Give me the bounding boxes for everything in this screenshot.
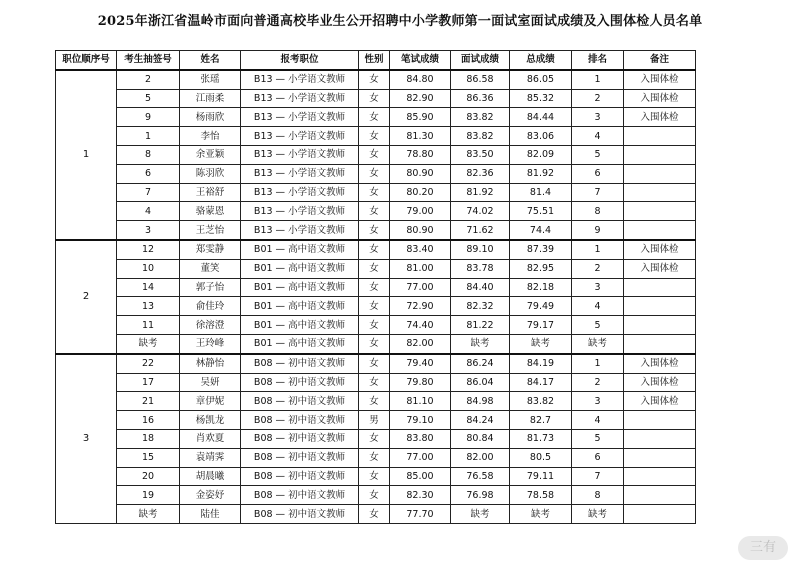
table-cell: 81.4 <box>510 183 572 202</box>
table-cell <box>624 448 696 467</box>
table-cell: 13 <box>117 297 180 316</box>
table-cell: 缺考 <box>117 334 180 353</box>
header-cell: 报考职位 <box>241 51 359 70</box>
table-cell: 缺考 <box>572 334 624 353</box>
table-cell: B01 — 高中语文教师 <box>241 259 359 278</box>
table-cell <box>624 316 696 335</box>
table-cell <box>624 145 696 164</box>
table-cell: B13 — 小学语文教师 <box>241 183 359 202</box>
table-cell: B08 — 初中语文教师 <box>241 373 359 392</box>
table-cell: B13 — 小学语文教师 <box>241 202 359 221</box>
table-cell: 骆蒙恩 <box>180 202 241 221</box>
table-cell <box>624 411 696 430</box>
table-cell: 1 <box>572 354 624 373</box>
table-row <box>56 486 696 505</box>
table-cell: 18 <box>117 429 180 448</box>
table-cell: 女 <box>359 164 390 183</box>
table-cell: 女 <box>359 354 390 373</box>
table-cell: 79.49 <box>510 297 572 316</box>
table-cell <box>624 505 696 524</box>
table-cell: 女 <box>359 202 390 221</box>
table-cell: 81.10 <box>390 392 451 411</box>
table-row <box>56 467 696 486</box>
table-cell: 杨雨欣 <box>180 108 241 127</box>
table-cell: 80.90 <box>390 221 451 240</box>
table-cell: 入围体检 <box>624 89 696 108</box>
table-cell: 83.82 <box>510 392 572 411</box>
table-cell: 82.32 <box>451 297 510 316</box>
table-cell <box>624 467 696 486</box>
table-row <box>56 164 696 183</box>
table-cell: 77.00 <box>390 448 451 467</box>
table-cell: B13 — 小学语文教师 <box>241 108 359 127</box>
header-cell: 职位顺序号 <box>56 51 117 70</box>
table-cell: 79.80 <box>390 373 451 392</box>
table-cell: 女 <box>359 297 390 316</box>
table-cell: 女 <box>359 278 390 297</box>
table-cell: 84.17 <box>510 373 572 392</box>
table-cell: B01 — 高中语文教师 <box>241 334 359 353</box>
table-cell: 71.62 <box>451 221 510 240</box>
table-cell: B13 — 小学语文教师 <box>241 145 359 164</box>
table-cell: 4 <box>572 297 624 316</box>
table-cell: 76.58 <box>451 467 510 486</box>
header-cell: 总成绩 <box>510 51 572 70</box>
table-cell: 袁靖霁 <box>180 448 241 467</box>
table-cell: 84.40 <box>451 278 510 297</box>
table-cell: 12 <box>117 240 180 259</box>
table-cell: 82.18 <box>510 278 572 297</box>
table-cell: 女 <box>359 373 390 392</box>
table-cell: 81.73 <box>510 429 572 448</box>
table-cell: 8 <box>117 145 180 164</box>
table-row <box>56 89 696 108</box>
table-cell: 男 <box>359 411 390 430</box>
results-table <box>55 50 696 524</box>
table-cell: 9 <box>117 108 180 127</box>
table-cell: 入围体检 <box>624 354 696 373</box>
table-cell: B01 — 高中语文教师 <box>241 316 359 335</box>
table-row <box>56 392 696 411</box>
table-cell: 81.22 <box>451 316 510 335</box>
table-cell: B08 — 初中语文教师 <box>241 448 359 467</box>
table-cell: 女 <box>359 429 390 448</box>
table-cell: 俞佳玲 <box>180 297 241 316</box>
table-cell: 84.19 <box>510 354 572 373</box>
table-cell: 3 <box>117 221 180 240</box>
table-cell: 2 <box>572 259 624 278</box>
table-cell: 83.78 <box>451 259 510 278</box>
table-cell: 王玲峰 <box>180 334 241 353</box>
table-cell: 89.10 <box>451 240 510 259</box>
table-cell: B08 — 初中语文教师 <box>241 505 359 524</box>
table-cell: 7 <box>572 467 624 486</box>
table-cell: 李怡 <box>180 127 241 146</box>
table-cell: 80.5 <box>510 448 572 467</box>
table-cell: 5 <box>572 429 624 448</box>
table-cell: 缺考 <box>117 505 180 524</box>
header-cell: 考生抽签号 <box>117 51 180 70</box>
table-cell <box>624 297 696 316</box>
table-cell: 83.50 <box>451 145 510 164</box>
table-cell: 4 <box>572 127 624 146</box>
table-cell: 82.90 <box>390 89 451 108</box>
position-number-cell: 1 <box>56 70 117 240</box>
table-cell: 81.92 <box>451 183 510 202</box>
table-cell: 女 <box>359 145 390 164</box>
table-cell: 79.40 <box>390 354 451 373</box>
table-cell: B01 — 高中语文教师 <box>241 297 359 316</box>
table-cell: 81.30 <box>390 127 451 146</box>
table-cell: 入围体检 <box>624 373 696 392</box>
table-row <box>56 183 696 202</box>
table-cell: 87.39 <box>510 240 572 259</box>
table-row <box>56 448 696 467</box>
table-cell: 79.00 <box>390 202 451 221</box>
table-cell: 15 <box>117 448 180 467</box>
table-cell: 72.90 <box>390 297 451 316</box>
table-cell: 余亚颖 <box>180 145 241 164</box>
table-cell: 5 <box>572 316 624 335</box>
table-cell: B08 — 初中语文教师 <box>241 429 359 448</box>
table-cell: 女 <box>359 240 390 259</box>
table-row <box>56 316 696 335</box>
table-cell <box>624 127 696 146</box>
table-cell: 金姿妤 <box>180 486 241 505</box>
table-cell: 1 <box>572 240 624 259</box>
table-cell: 6 <box>117 164 180 183</box>
table-row <box>56 354 696 373</box>
table-cell: 江雨柔 <box>180 89 241 108</box>
table-cell: 83.06 <box>510 127 572 146</box>
table-row <box>56 145 696 164</box>
table-cell: 董笑 <box>180 259 241 278</box>
table-body <box>56 70 696 524</box>
table-row <box>56 373 696 392</box>
table-row <box>56 221 696 240</box>
table-cell: 85.90 <box>390 108 451 127</box>
table-cell: 3 <box>572 278 624 297</box>
table-cell: 女 <box>359 316 390 335</box>
table-cell: 81.00 <box>390 259 451 278</box>
table-cell: 77.70 <box>390 505 451 524</box>
table-cell: B01 — 高中语文教师 <box>241 278 359 297</box>
table-cell: 3 <box>572 392 624 411</box>
page-title: 2025年浙江省温岭市面向普通高校毕业生公开招聘中小学教师第一面试室面试成绩及入围体检人员名单 <box>97 14 703 29</box>
table-cell: 女 <box>359 259 390 278</box>
table-cell: 75.51 <box>510 202 572 221</box>
table-cell: 8 <box>572 202 624 221</box>
table-cell: 80.84 <box>451 429 510 448</box>
table-cell: 85.32 <box>510 89 572 108</box>
table-cell: 女 <box>359 448 390 467</box>
table-cell: B08 — 初中语文教师 <box>241 354 359 373</box>
table-cell: 20 <box>117 467 180 486</box>
table-cell: 5 <box>572 145 624 164</box>
table-cell: 86.04 <box>451 373 510 392</box>
table-cell: 女 <box>359 127 390 146</box>
table-cell: 女 <box>359 89 390 108</box>
table-cell: 83.80 <box>390 429 451 448</box>
table-cell: 82.09 <box>510 145 572 164</box>
table-cell: 6 <box>572 164 624 183</box>
position-number-cell: 3 <box>56 354 117 524</box>
table-cell: 缺考 <box>451 334 510 353</box>
table-cell: 女 <box>359 183 390 202</box>
table-row <box>56 297 696 316</box>
table-cell <box>624 486 696 505</box>
table-cell <box>624 164 696 183</box>
table-cell: B13 — 小学语文教师 <box>241 127 359 146</box>
table-cell: B13 — 小学语文教师 <box>241 70 359 89</box>
table-cell: 徐溶澄 <box>180 316 241 335</box>
table-cell: 2 <box>572 89 624 108</box>
table-cell: 19 <box>117 486 180 505</box>
table-cell: 入围体检 <box>624 70 696 89</box>
table-cell: 入围体检 <box>624 240 696 259</box>
table-cell: 78.80 <box>390 145 451 164</box>
table-cell: 85.00 <box>390 467 451 486</box>
table-cell: 入围体检 <box>624 108 696 127</box>
table-cell: 女 <box>359 392 390 411</box>
table-cell: 79.17 <box>510 316 572 335</box>
table-cell: 2 <box>572 373 624 392</box>
table-cell <box>624 183 696 202</box>
table-cell: 86.24 <box>451 354 510 373</box>
table-cell: 4 <box>572 411 624 430</box>
table-cell: 76.98 <box>451 486 510 505</box>
table-row <box>56 202 696 221</box>
table-row <box>56 505 696 524</box>
table-cell: B13 — 小学语文教师 <box>241 221 359 240</box>
table-cell: B08 — 初中语文教师 <box>241 467 359 486</box>
table-cell: 缺考 <box>510 334 572 353</box>
table-cell: 8 <box>572 486 624 505</box>
table-cell: 74.4 <box>510 221 572 240</box>
table-cell: B08 — 初中语文教师 <box>241 411 359 430</box>
table-cell: 缺考 <box>451 505 510 524</box>
table-cell: 郭子怡 <box>180 278 241 297</box>
table-cell: 1 <box>572 70 624 89</box>
table-cell <box>624 221 696 240</box>
table-row <box>56 70 696 89</box>
table-cell: 82.30 <box>390 486 451 505</box>
table-cell: 肖欢夏 <box>180 429 241 448</box>
table-cell: 82.00 <box>390 334 451 353</box>
table-cell: 84.24 <box>451 411 510 430</box>
header-cell: 笔试成绩 <box>390 51 451 70</box>
table-cell: 5 <box>117 89 180 108</box>
table-cell: 82.95 <box>510 259 572 278</box>
table-cell: 入围体检 <box>624 259 696 278</box>
table-cell: 77.00 <box>390 278 451 297</box>
table-cell: 1 <box>117 127 180 146</box>
table-cell: 17 <box>117 373 180 392</box>
table-cell <box>624 429 696 448</box>
table-cell: 9 <box>572 221 624 240</box>
table-cell: 86.05 <box>510 70 572 89</box>
table-cell: 7 <box>572 183 624 202</box>
table-cell: 缺考 <box>572 505 624 524</box>
table-cell: 86.36 <box>451 89 510 108</box>
table-cell: B01 — 高中语文教师 <box>241 240 359 259</box>
table-cell: 82.00 <box>451 448 510 467</box>
table-cell: 22 <box>117 354 180 373</box>
table-cell: 女 <box>359 221 390 240</box>
table-row <box>56 240 696 259</box>
table-cell: 86.58 <box>451 70 510 89</box>
table-cell: 82.36 <box>451 164 510 183</box>
header-cell: 姓名 <box>180 51 241 70</box>
table-cell: 王芝怡 <box>180 221 241 240</box>
table-cell: 女 <box>359 70 390 89</box>
table-cell: 女 <box>359 486 390 505</box>
table-cell: 83.40 <box>390 240 451 259</box>
table-cell: 女 <box>359 108 390 127</box>
table-cell: 女 <box>359 334 390 353</box>
table-cell: 陆佳 <box>180 505 241 524</box>
table-row <box>56 108 696 127</box>
table-cell: B13 — 小学语文教师 <box>241 164 359 183</box>
table-cell: 女 <box>359 467 390 486</box>
table-cell: 11 <box>117 316 180 335</box>
table-row <box>56 127 696 146</box>
table-row <box>56 259 696 278</box>
position-number-cell: 2 <box>56 240 117 354</box>
table-row <box>56 334 696 353</box>
table-cell: 16 <box>117 411 180 430</box>
table-cell: 胡晨曦 <box>180 467 241 486</box>
table-cell: 4 <box>117 202 180 221</box>
header-cell: 性别 <box>359 51 390 70</box>
table-cell: 82.7 <box>510 411 572 430</box>
table-cell: 陈羽欣 <box>180 164 241 183</box>
table-cell <box>624 334 696 353</box>
table-cell <box>624 278 696 297</box>
table-cell: 84.44 <box>510 108 572 127</box>
table-cell: 83.82 <box>451 108 510 127</box>
table-cell: 74.40 <box>390 316 451 335</box>
table-cell: 79.11 <box>510 467 572 486</box>
table-cell <box>624 202 696 221</box>
table-cell: 2 <box>117 70 180 89</box>
table-cell: 81.92 <box>510 164 572 183</box>
table-cell: 80.20 <box>390 183 451 202</box>
header-cell: 备注 <box>624 51 696 70</box>
table-cell: 80.90 <box>390 164 451 183</box>
table-cell: 缺考 <box>510 505 572 524</box>
table-cell: 79.10 <box>390 411 451 430</box>
table-row <box>56 411 696 430</box>
table-cell: 6 <box>572 448 624 467</box>
table-cell: 林静怡 <box>180 354 241 373</box>
table-cell: 入围体检 <box>624 392 696 411</box>
table-cell: 84.80 <box>390 70 451 89</box>
table-cell: 郑雯静 <box>180 240 241 259</box>
table-row <box>56 278 696 297</box>
table-cell: B08 — 初中语文教师 <box>241 392 359 411</box>
table-cell: B13 — 小学语文教师 <box>241 89 359 108</box>
table-cell: 3 <box>572 108 624 127</box>
watermark-logo: 三有 <box>738 536 788 560</box>
table-cell: 21 <box>117 392 180 411</box>
table-cell: 10 <box>117 259 180 278</box>
header-row <box>56 51 696 70</box>
table-cell: B08 — 初中语文教师 <box>241 486 359 505</box>
table-cell: 78.58 <box>510 486 572 505</box>
table-cell: 74.02 <box>451 202 510 221</box>
header-cell: 面试成绩 <box>451 51 510 70</box>
table-cell: 83.82 <box>451 127 510 146</box>
table-cell: 84.98 <box>451 392 510 411</box>
table-cell: 杨凯龙 <box>180 411 241 430</box>
table-cell: 女 <box>359 505 390 524</box>
table-cell: 7 <box>117 183 180 202</box>
header-cell: 排名 <box>572 51 624 70</box>
table-cell: 张瑶 <box>180 70 241 89</box>
table-cell: 14 <box>117 278 180 297</box>
table-cell: 吴妍 <box>180 373 241 392</box>
table-cell: 王裕舒 <box>180 183 241 202</box>
table-cell: 章伊妮 <box>180 392 241 411</box>
table-row <box>56 429 696 448</box>
